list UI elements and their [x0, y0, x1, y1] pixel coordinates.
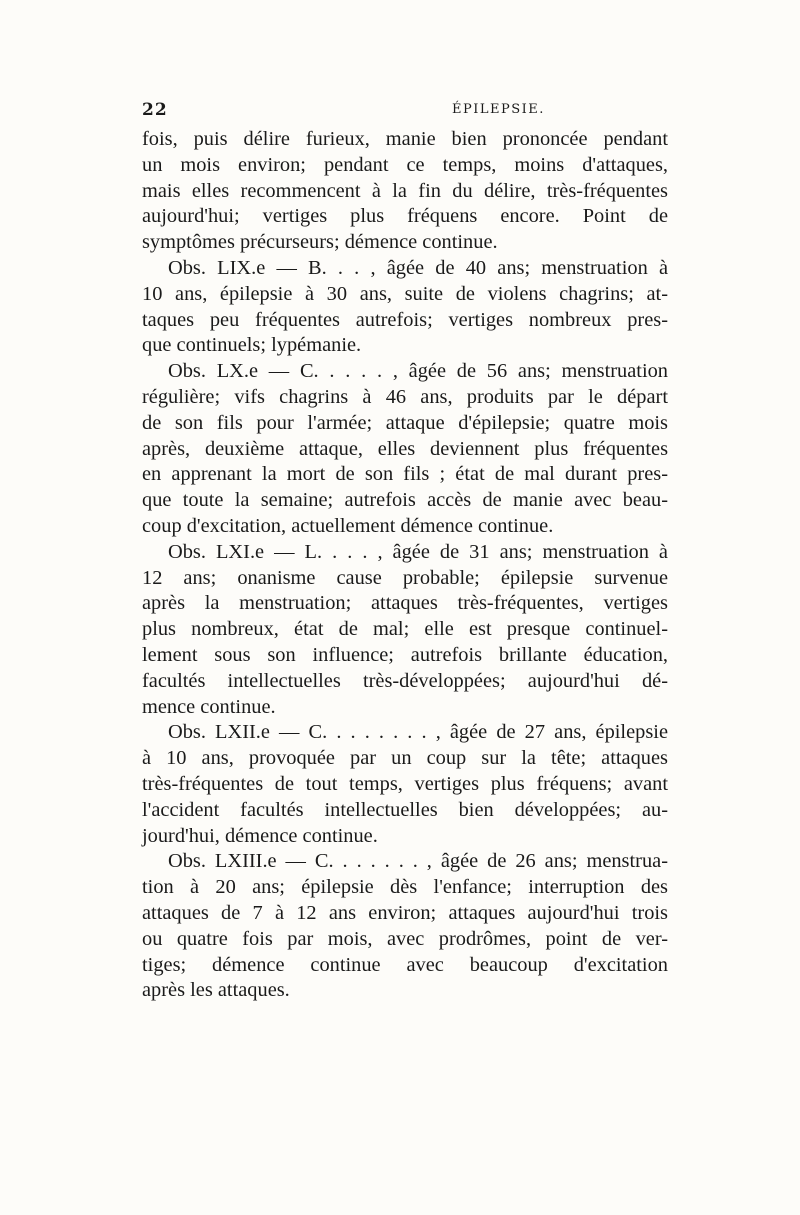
- text-line: Obs. LX.e — C. . . . . , âgée de 56 ans; menstruation: [168, 360, 668, 383]
- text-line: après, deuxième attaque, elles deviennent plus fréquentes: [142, 437, 668, 460]
- text-line: mais elles recommencent à la fin du délire, très-fréquentes: [142, 179, 668, 202]
- text-line: symptômes précurseurs; démence continue.: [142, 231, 498, 254]
- text-line: ou quatre fois par mois, avec prodrômes, point de ver-: [142, 927, 668, 950]
- text-line: mence continue.: [142, 695, 276, 718]
- text-line: 12 ans; onanisme cause probable; épilepsie survenue: [142, 566, 668, 589]
- text-line: 10 ans, épilepsie à 30 ans, suite de violens chagrins; at-: [142, 282, 668, 305]
- text-line: de son fils pour l'armée; attaque d'épilepsie; quatre mois: [142, 411, 668, 434]
- text-line: lement sous son influence; autrefois brillante éducation,: [142, 643, 668, 666]
- text-line: aujourd'hui; vertiges plus fréquens encore. Point de: [142, 205, 668, 228]
- body-text: [142, 127, 668, 1004]
- text-line: plus nombreux, état de mal; elle est presque continuel-: [142, 618, 668, 641]
- text-line: coup d'excitation, actuellement démence continue.: [142, 514, 554, 537]
- page-number: 22: [142, 100, 168, 120]
- text-line: un mois environ; pendant ce temps, moins d'attaques,: [142, 153, 668, 176]
- text-line: tion à 20 ans; épilepsie dès l'enfance; interruption des: [142, 876, 668, 899]
- text-line: Obs. LXI.e — L. . . . , âgée de 31 ans; menstruation à: [168, 540, 668, 563]
- text-line: facultés intellectuelles très-développées; aujourd'hui dé-: [142, 669, 668, 692]
- text-line: tiges; démence continue avec beaucoup d'excitation: [142, 953, 668, 976]
- text-line: régulière; vifs chagrins à 46 ans, produits par le départ: [142, 385, 668, 408]
- text-line: attaques de 7 à 12 ans environ; attaques aujourd'hui trois: [142, 901, 668, 924]
- text-line: que toute la semaine; autrefois accès de manie avec beau-: [142, 489, 668, 512]
- text-line: Obs. LXIII.e — C. . . . . . . , âgée de 26 ans; menstrua-: [168, 850, 668, 873]
- text-line: l'accident facultés intellectuelles bien développées; au-: [142, 798, 668, 821]
- text-line: à 10 ans, provoquée par un coup sur la tête; attaques: [142, 747, 668, 770]
- text-line: Obs. LIX.e — B. . . , âgée de 40 ans; menstruation à: [168, 256, 668, 279]
- text-line: après les attaques.: [142, 979, 290, 1002]
- text-line: fois, puis délire furieux, manie bien prononcée pendant: [142, 128, 668, 150]
- text-line: très-fréquentes de tout temps, vertiges plus fréquens; avant: [142, 772, 668, 795]
- running-header: [142, 100, 668, 124]
- text-line: taques peu fréquentes autrefois; vertiges nombreux pres-: [142, 308, 668, 331]
- running-title: ÉPILEPSIE.: [452, 102, 545, 117]
- text-line: que continuels; lypémanie.: [142, 334, 362, 357]
- text-line: Obs. LXII.e — C. . . . . . . . , âgée de 27 ans, épilepsie: [168, 721, 668, 744]
- text-line: jourd'hui, démence continue.: [142, 824, 378, 847]
- text-line: en apprenant la mort de son fils ; état de mal durant pres-: [142, 463, 668, 486]
- text-line: après la menstruation; attaques très-fréquentes, vertiges: [142, 592, 668, 615]
